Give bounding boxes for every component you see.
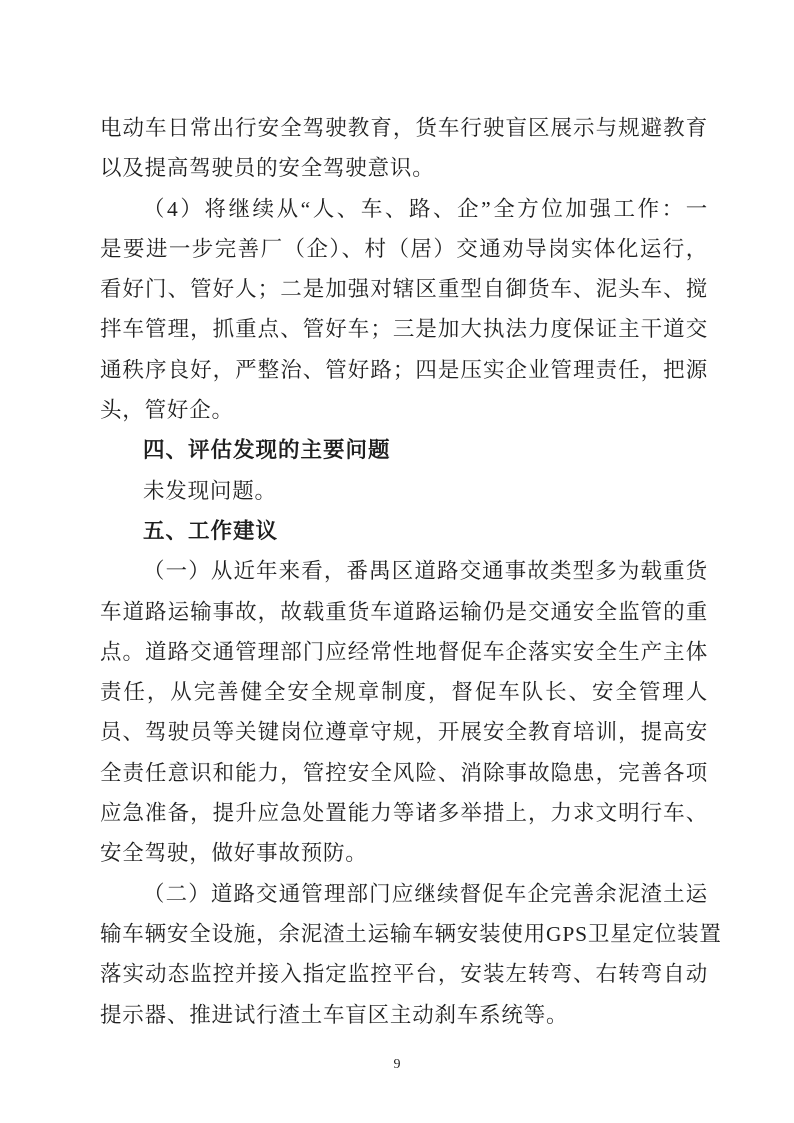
text-line: 提示器、推进试行渣土车盲区主动刹车系统等。 — [100, 1002, 569, 1027]
text-line: 责任，从完善健全安全规章制度，督促车队长、安全管理人 — [100, 680, 708, 705]
text-line: 以及提高驾驶员的安全驾驶意识。 — [100, 156, 435, 181]
document-body — [100, 108, 722, 1035]
text-line: 应急准备，提升应急处置能力等诸多举措上，力求文明行车、 — [100, 801, 708, 826]
text-line: 安全驾驶，做好事故预防。 — [100, 841, 368, 866]
text-line: 车道路运输事故，故载重货车道路运输仍是交通安全监管的重 — [100, 599, 708, 624]
text-line: （二）道路交通管理部门应继续督促车企完善余泥渣土运 — [143, 881, 708, 906]
text-line: 员、驾驶员等关键岗位遵章守规，开展安全教育培训，提高安 — [100, 720, 708, 745]
text-line: 通秩序良好，严整治、管好路；四是压实企业管理责任，把源 — [100, 357, 708, 382]
text-line: 落实动态监控并接入指定监控平台，安装左转弯、右转弯自动 — [100, 962, 708, 987]
text-line: （一）从近年来看，番禺区道路交通事故类型多为载重货 — [143, 559, 708, 584]
text-line: 未发现问题。 — [143, 478, 277, 503]
text-line: 点。道路交通管理部门应经常性地督促车企落实安全生产主体 — [100, 639, 708, 664]
text-line: 是要进一步完善厂（企）、村（居）交通劝导岗实体化运行， — [100, 236, 708, 261]
text-line: 电动车日常出行安全驾驶教育，货车行驶盲区展示与规避教育 — [100, 116, 708, 140]
text-line: （4）将继续从“人、车、路、企”全方位加强工作：一 — [143, 196, 708, 221]
text-line: 全责任意识和能力，管控安全风险、消除事故隐患，完善各项 — [100, 760, 708, 785]
section-heading-4: 四、评估发现的主要问题 — [143, 438, 391, 463]
text-line: 输车辆安全设施，余泥渣土运输车辆安装使用GPS卫星定位装置 — [100, 921, 722, 946]
section-heading-5: 五、工作建议 — [143, 518, 279, 543]
text-line: 头，管好企。 — [100, 398, 234, 423]
text-line: 看好门、管好人；二是加强对辖区重型自御货车、泥头车、搅 — [100, 277, 708, 302]
text-line: 拌车管理，抓重点、管好车；三是加大执法力度保证主干道交 — [100, 317, 708, 342]
page-number: 9 — [393, 1057, 401, 1072]
